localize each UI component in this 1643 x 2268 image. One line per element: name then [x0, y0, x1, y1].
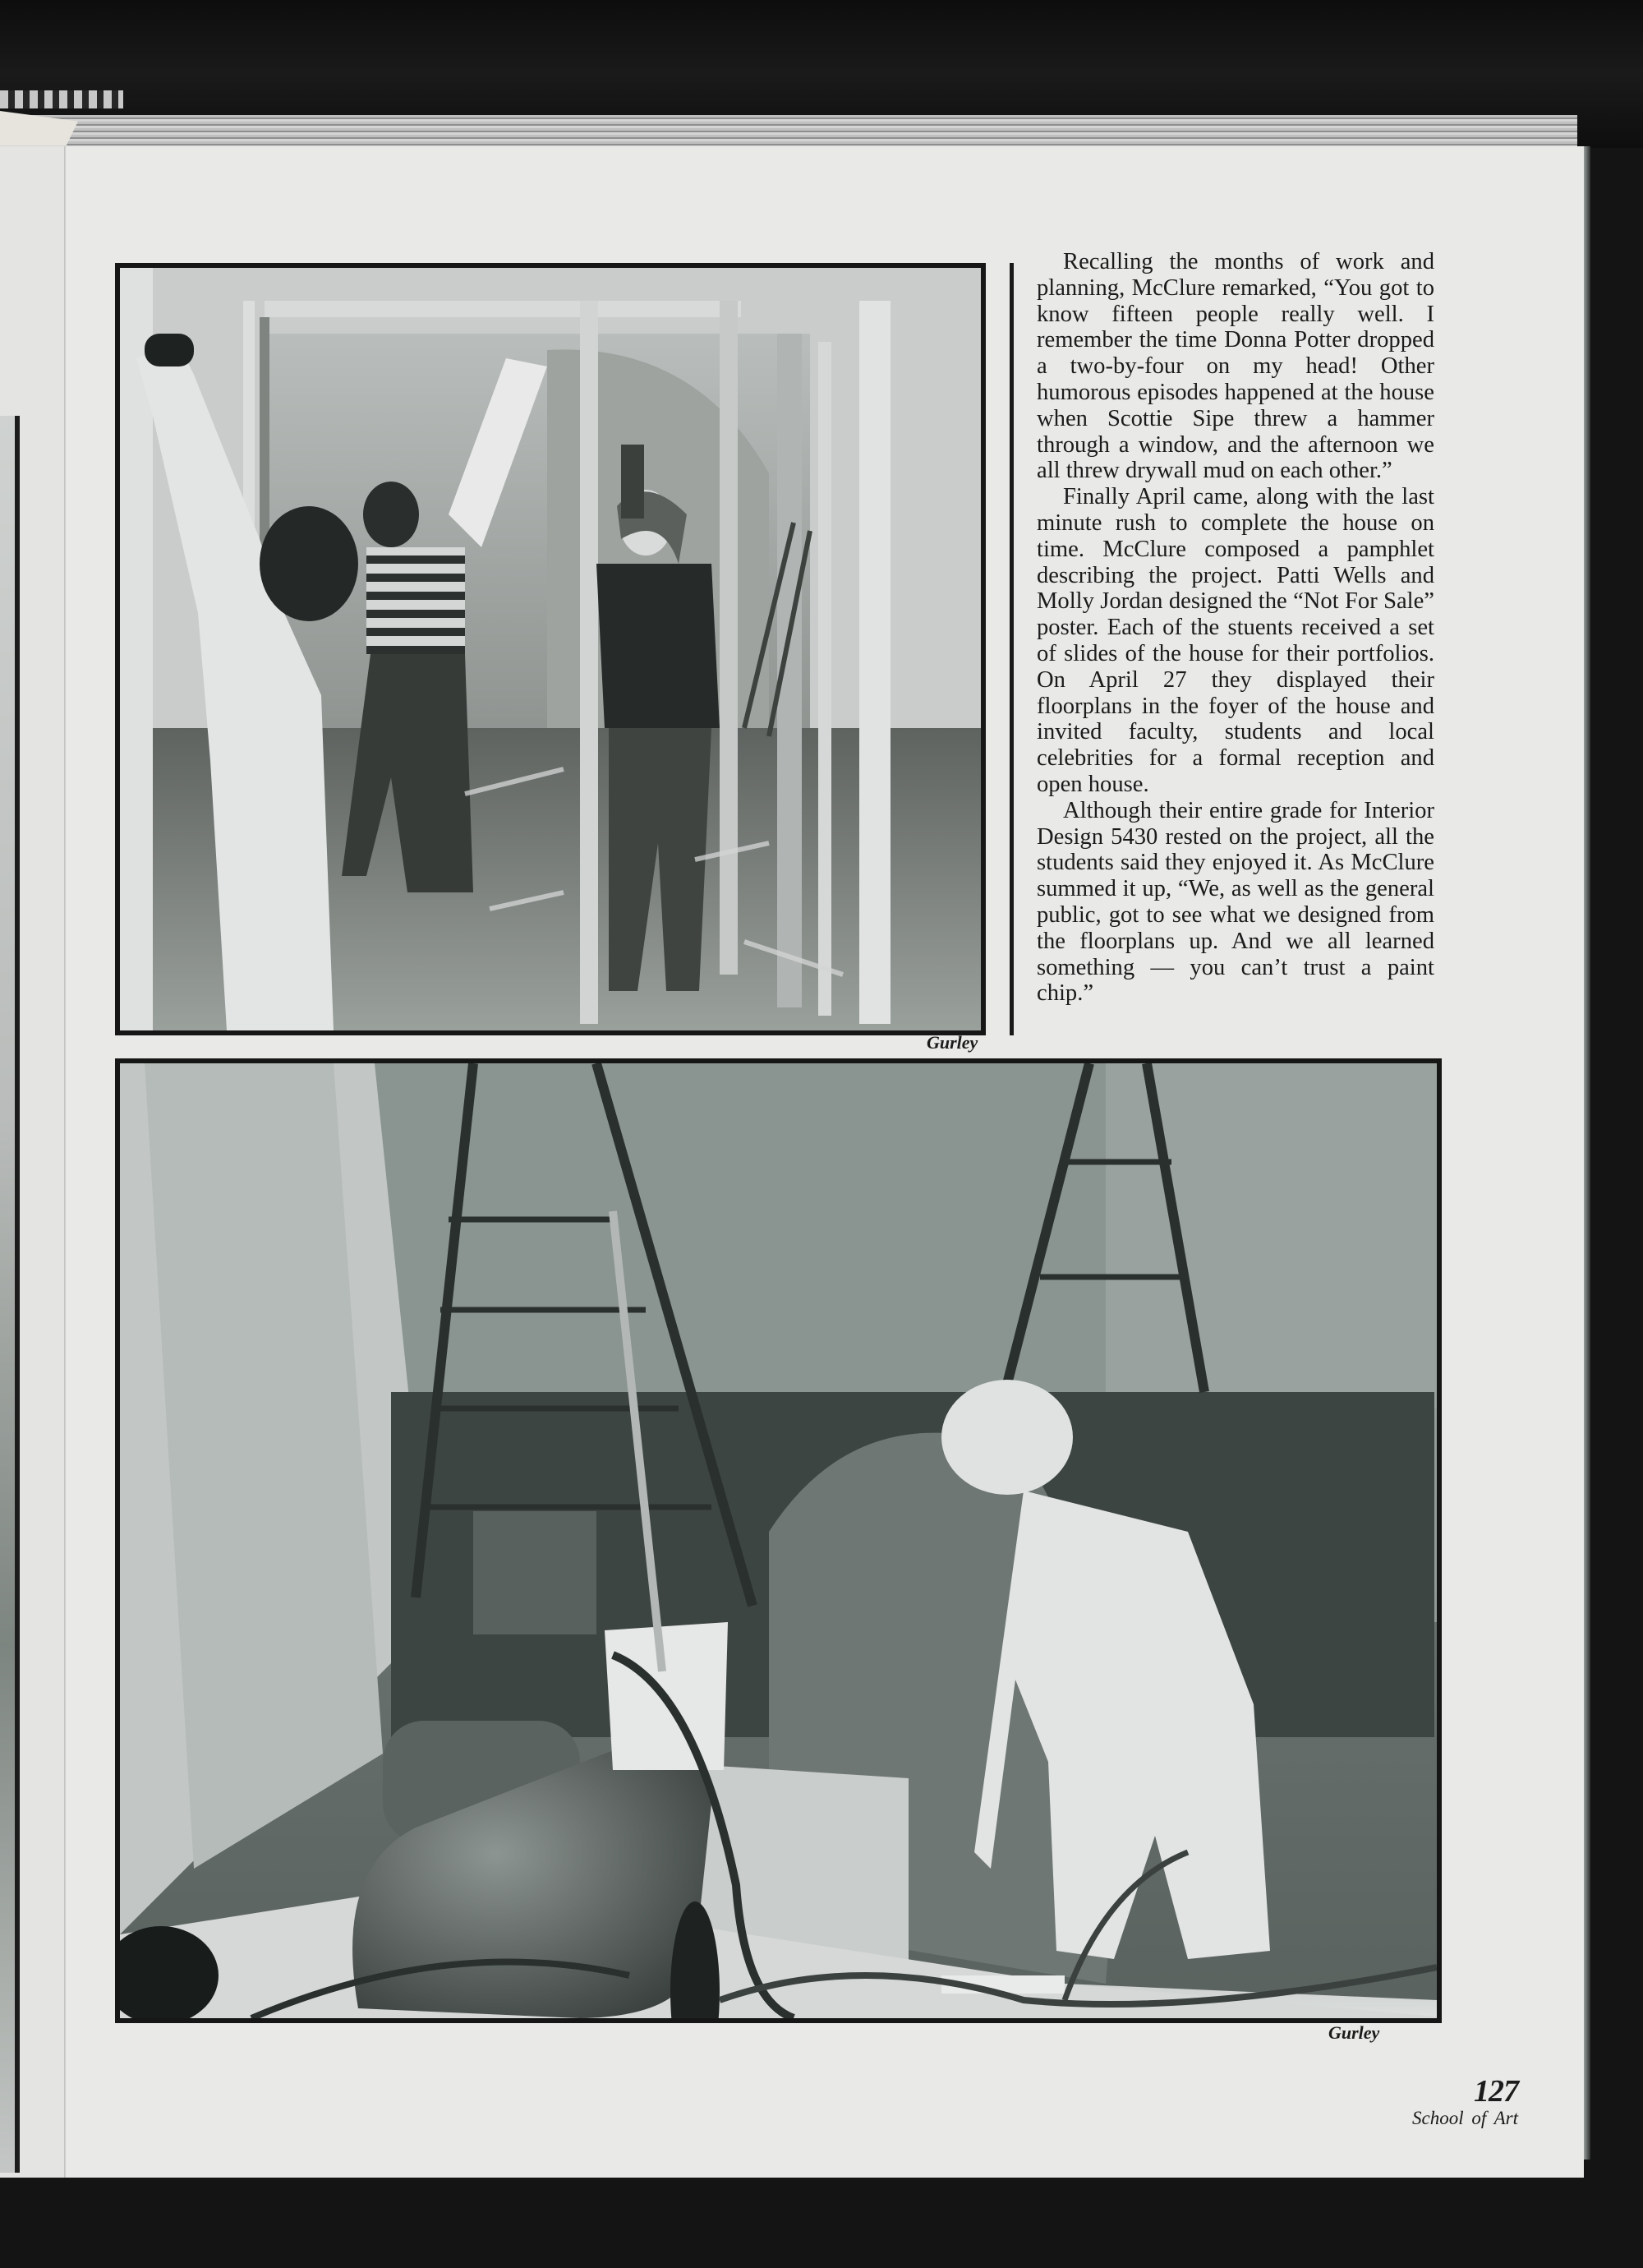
demolition-photo-illustration: [120, 268, 981, 1030]
column-divider-rule: [1010, 263, 1014, 1035]
previous-page-photo-edge: [0, 416, 20, 2173]
page-right-edge: [1584, 146, 1590, 2160]
photo-credit-top: Gurley: [927, 1032, 978, 1053]
photo-demolition: [115, 263, 986, 1035]
article-paragraph: Although their entire grade for Interior Design 5430 rested on the project, all the students said they enjoyed it. As McClure summed it up, “We, as well as the general public, got to see what we designed from the floorplans up. And we all learned something — you can’t trust a paint chip.”: [1037, 797, 1434, 1007]
section-title: School of Art: [1412, 2108, 1518, 2128]
bookmark-ribbon: [0, 90, 123, 108]
article-paragraph: Finally April came, along with the last minute rush to complete the house on time. McClure composed a pamphlet describing the project. Patti Wells and Molly Jordan designed the “Not For Sale” poster. Each of the stuents received a set of slides of the house for their portfolios. On April 27 they displayed their floorplans in the foyer of the house and invited faculty, students and local celebrities for a formal reception and open house.: [1037, 484, 1434, 797]
page-number: 127: [1474, 2074, 1518, 2109]
page-stack-edge: [0, 115, 1577, 148]
previous-page-strip: [0, 146, 66, 2178]
page-folio: [1412, 2076, 1518, 2130]
photo-painting-worker: [115, 1058, 1442, 2023]
article-paragraph: Recalling the months of work and planning, McClure remarked, “You got to know fifteen people really well. I remember the time Donna Potter dropped a two-by-four on my head! Other humorous episodes happened at the house when Scottie Sipe threw a hammer through a window, and the afternoon we all threw drywall mud on each other.”: [1037, 249, 1434, 484]
article-body: [1037, 249, 1434, 1007]
painting-photo-illustration: [120, 1063, 1437, 2018]
photo-credit-bottom: Gurley: [1328, 2022, 1380, 2043]
